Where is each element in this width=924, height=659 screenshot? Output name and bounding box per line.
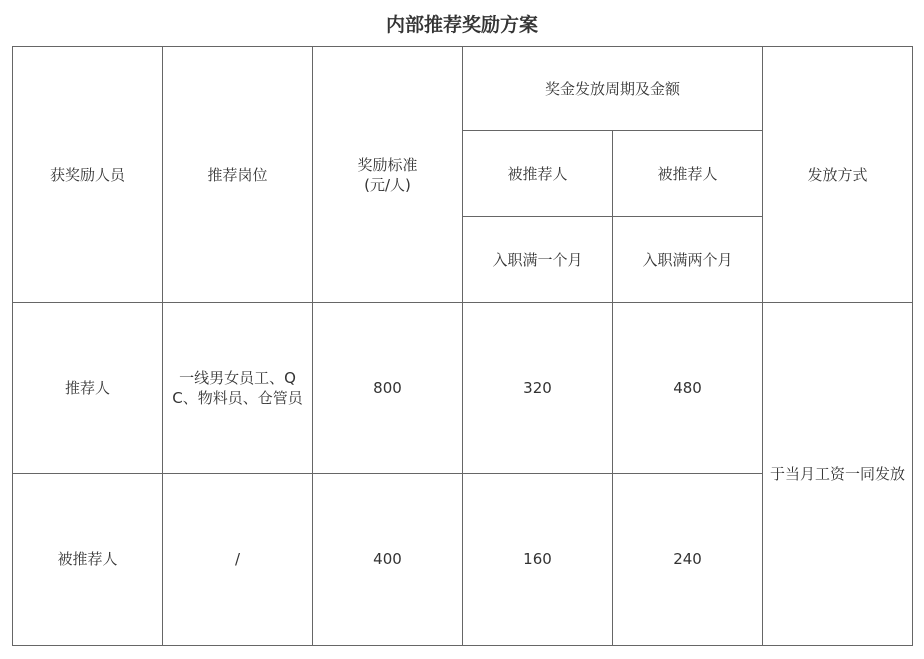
table-row xyxy=(13,303,913,473)
cell-month-2: 240 xyxy=(613,473,763,645)
page-title: 内部推荐奖励方案 xyxy=(385,14,538,36)
header-period: 奖金发放周期及金额 xyxy=(463,47,763,131)
header-recipient: 获奖励人员 xyxy=(13,47,163,303)
header-referee-2: 被推荐人 xyxy=(613,131,763,217)
cell-month-1: 320 xyxy=(463,303,613,473)
cell-position: / xyxy=(163,473,313,645)
cell-recipient: 被推荐人 xyxy=(13,473,163,645)
header-standard: 奖励标准 (元/人) xyxy=(313,47,463,303)
cell-recipient: 推荐人 xyxy=(13,303,163,473)
header-method: 发放方式 xyxy=(763,47,913,303)
cell-month-1: 160 xyxy=(463,473,613,645)
cell-position: 一线男女员工、QC、物料员、仓管员 xyxy=(163,303,313,473)
cell-standard: 800 xyxy=(313,303,463,473)
reward-table xyxy=(12,46,913,646)
header-month-2: 入职满两个月 xyxy=(613,217,763,303)
header-position: 推荐岗位 xyxy=(163,47,313,303)
cell-standard: 400 xyxy=(313,473,463,645)
cell-method: 于当月工资一同发放 xyxy=(763,303,913,646)
header-referee-1: 被推荐人 xyxy=(463,131,613,217)
header-month-1: 入职满一个月 xyxy=(463,217,613,303)
header-row xyxy=(13,47,913,131)
cell-month-2: 480 xyxy=(613,303,763,473)
